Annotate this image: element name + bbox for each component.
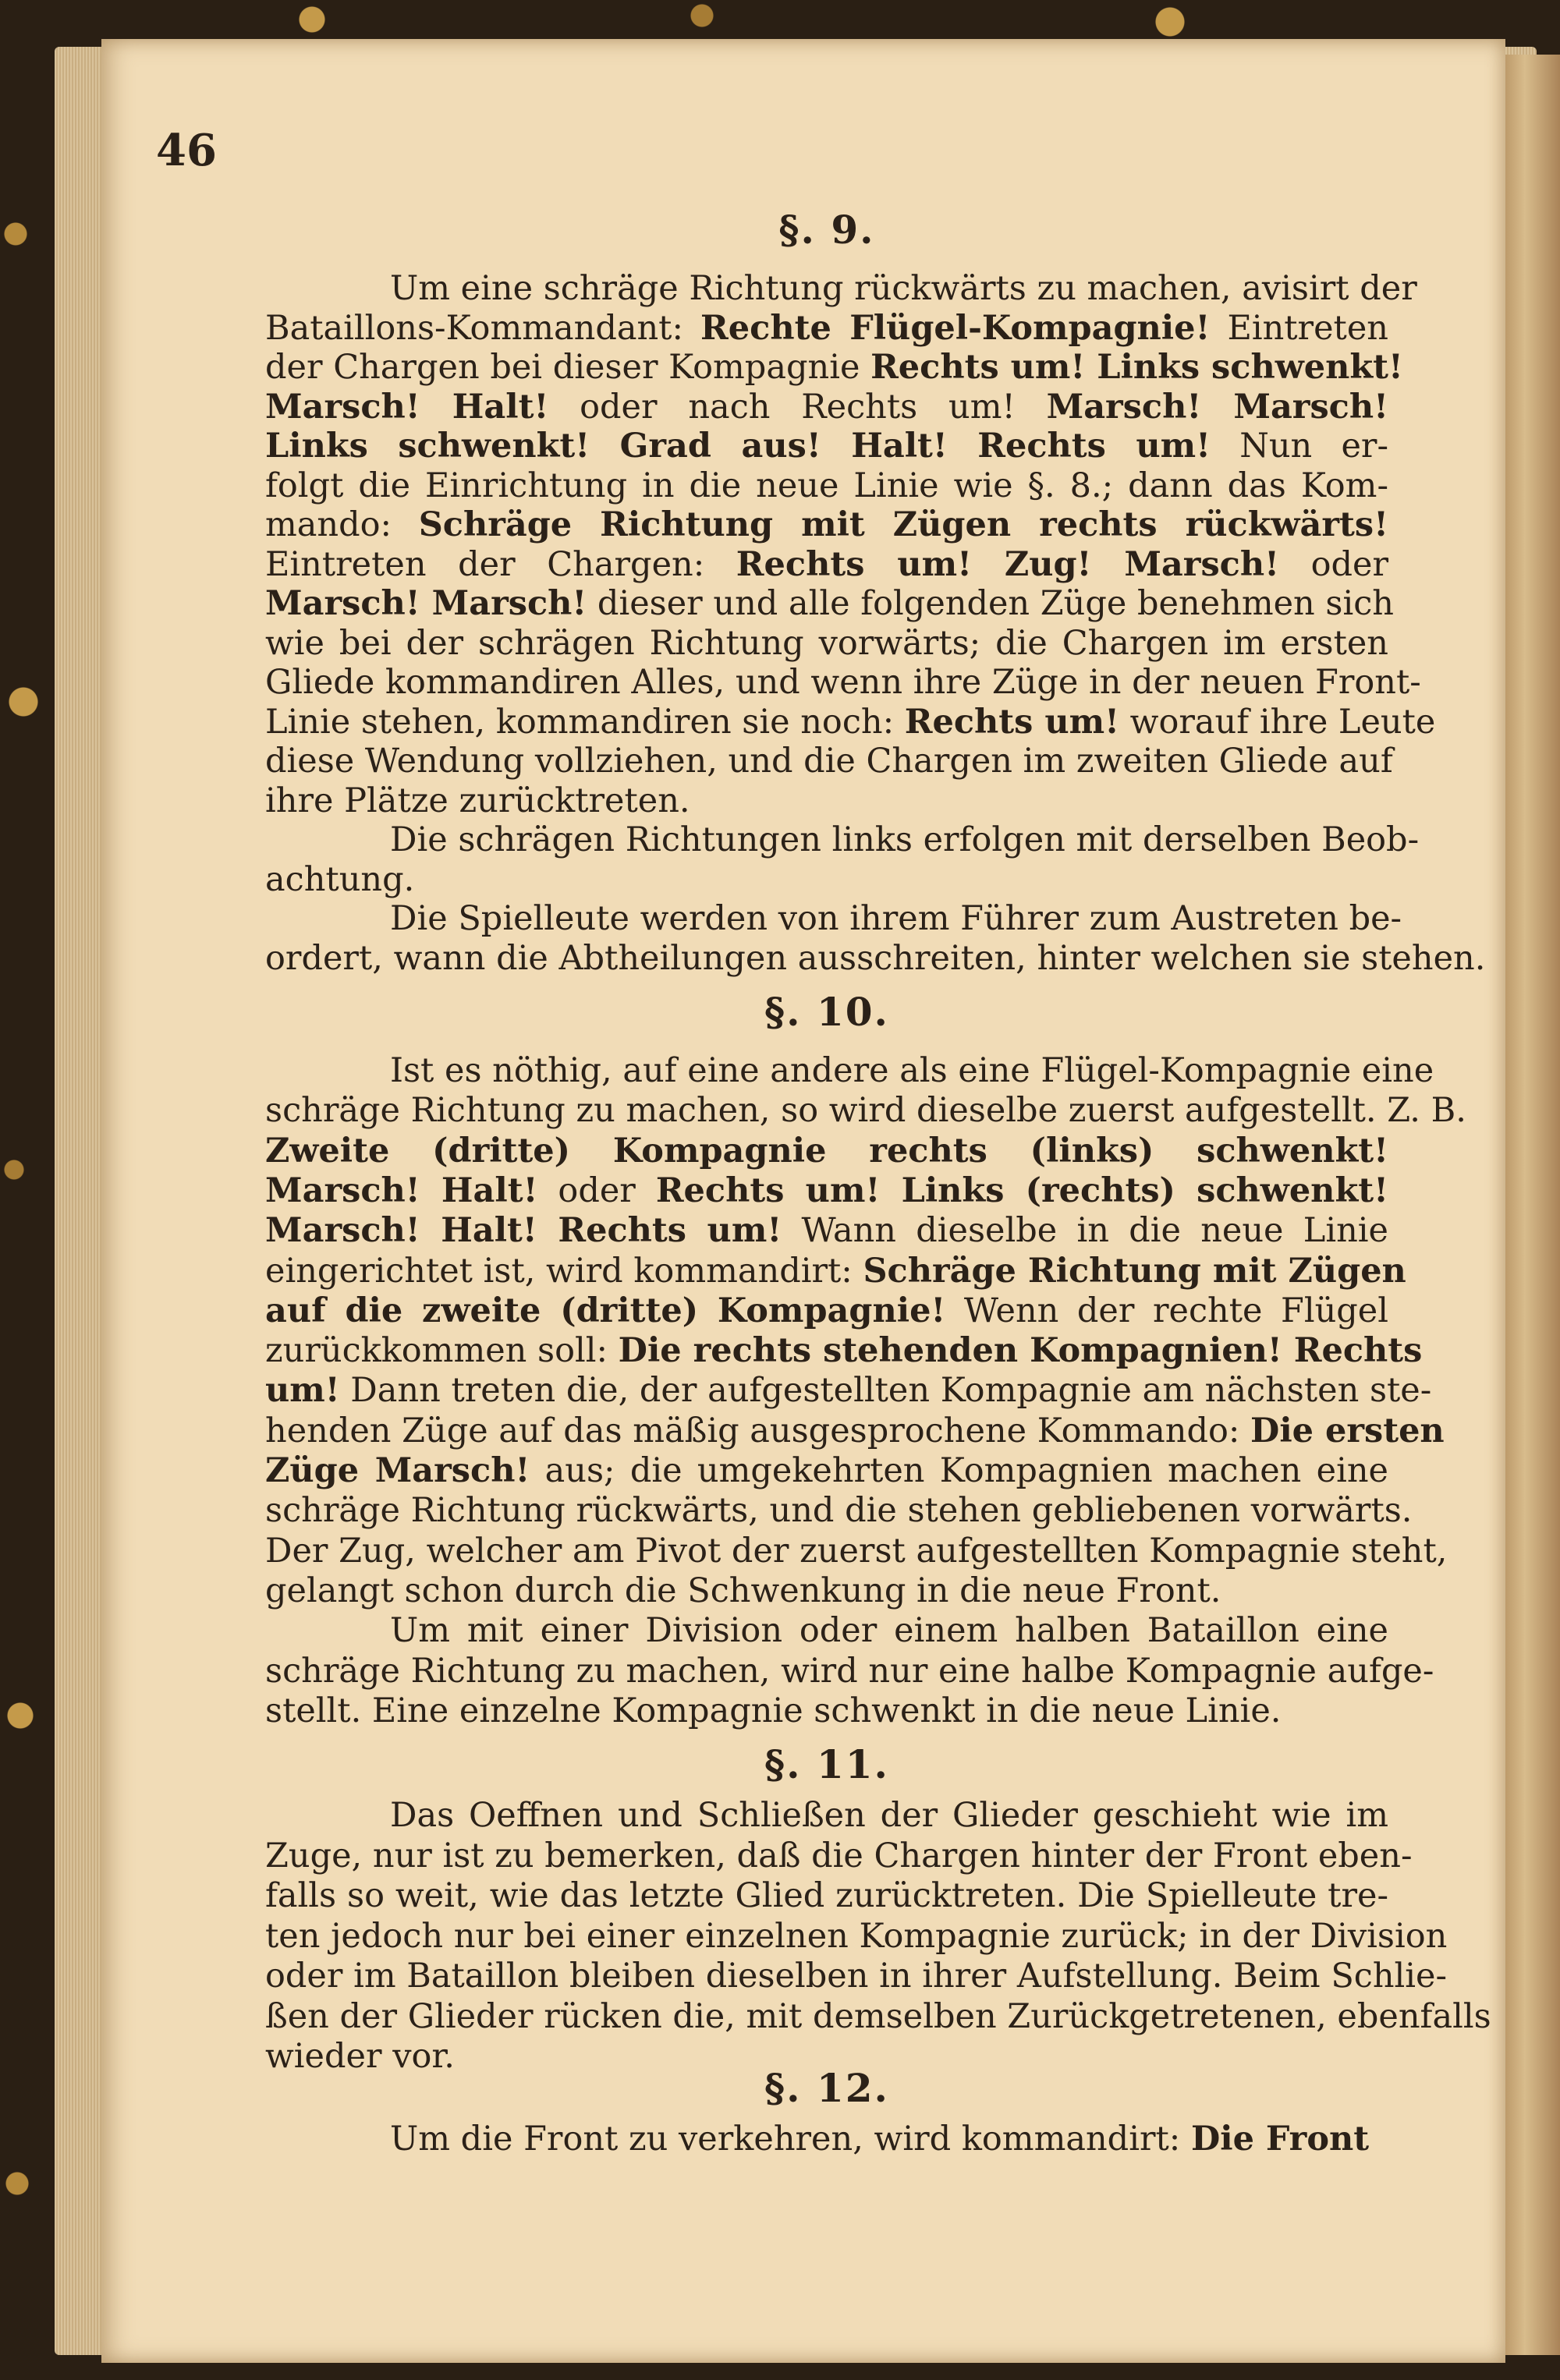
body-text: wieder vor. [265, 2037, 455, 2076]
command-text: Die Front [1190, 2120, 1370, 2159]
text-line [265, 1132, 1388, 1171]
command-text: Marsch! Marsch! [1046, 388, 1388, 427]
text-line [265, 1171, 1388, 1210]
section-heading: §. 9. [778, 207, 875, 253]
text-line [265, 1611, 1388, 1650]
body-text: aus; die umgekehrten Kompagnien machen eine [530, 1451, 1388, 1490]
body-text: diese Wendung vollziehen, und die Chargen im zweiten Gliede auf [265, 742, 1393, 781]
body-text: schräge Richtung zu machen, wird nur eine halbe Kompagnie aufge- [265, 1652, 1434, 1691]
text-line [265, 1691, 1388, 1730]
text-line [265, 1252, 1406, 1291]
body-text: Eintreten der Chargen: [265, 545, 736, 584]
body-text: Nun er- [1211, 427, 1388, 466]
text-line [265, 1917, 1448, 1956]
text-line [265, 1957, 1448, 1996]
body-text: oder nach Rechts um! [548, 388, 1047, 427]
text-line [265, 1331, 1423, 1370]
text-line [265, 584, 1394, 623]
body-text: Die Spielleute werden von ihrem Führer zum Austreten be- [390, 899, 1402, 938]
command-text: Züge Marsch! [265, 1451, 530, 1490]
text-line [265, 1796, 1388, 1835]
text-line [265, 703, 1436, 742]
text-line [265, 1051, 1434, 1090]
text-line [265, 427, 1388, 466]
body-text: folgt die Einrichtung in die neue Linie wie §. 8.; dann das Kom- [265, 466, 1388, 505]
command-text: Links schwenkt! Grad aus! Halt! Rechts um! [265, 427, 1211, 466]
body-text: zurückkommen soll: [265, 1331, 619, 1370]
command-text: Rechts um! Links schwenkt! [870, 348, 1403, 387]
body-text: oder [537, 1171, 656, 1210]
body-text: wie bei der schrägen Richtung vorwärts; die Chargen im ersten [265, 624, 1388, 663]
body-text: Dann treten die, der aufgestellten Kompagnie am nächsten ste- [339, 1371, 1432, 1410]
text-line [265, 1371, 1432, 1410]
text-line [265, 1491, 1413, 1530]
text-line [265, 545, 1388, 584]
text-line [265, 624, 1388, 663]
command-text: Rechte Flügel-Kompagnie! [700, 309, 1211, 348]
command-text: Schräge Richtung mit Zügen [863, 1252, 1406, 1291]
section-heading: §. 10. [764, 989, 889, 1035]
body-text: gelangt schon durch die Schwenkung in die neue Front. [265, 1571, 1221, 1610]
body-text: eingerichtet ist, wird kommandirt: [265, 1252, 863, 1291]
text-line [265, 742, 1393, 781]
command-text: Marsch! Halt! [265, 388, 549, 427]
body-text: oder [1278, 545, 1388, 584]
text-line [265, 1411, 1445, 1450]
body-text: Das Oeffnen und Schließen der Glieder geschieht wie im [390, 1796, 1388, 1835]
body-text: oder im Bataillon bleiben dieselben in ihrer Aufstellung. Beim Schlie- [265, 1957, 1448, 1996]
section-heading: §. 12. [764, 2065, 889, 2111]
text-line [265, 388, 1388, 427]
body-text: Ist es nöthig, auf eine andere als eine Flügel-Kompagnie eine [390, 1051, 1434, 1090]
command-text: um! [265, 1371, 340, 1410]
body-text: Bataillons-Kommandant: [265, 309, 701, 348]
body-text: ßen der Glieder rücken die, mit demselben Zurückgetretenen, ebenfalls [265, 1997, 1491, 2036]
command-text: Die ersten [1250, 1411, 1445, 1450]
text-line [265, 505, 1388, 544]
body-text: ihre Plätze zurücktreten. [265, 781, 690, 820]
body-text: Wann dieselbe in die neue Linie [782, 1211, 1388, 1250]
text-line [265, 1091, 1466, 1130]
text-line [265, 2120, 1388, 2159]
text-line [265, 939, 1486, 978]
text-line [265, 309, 1388, 348]
body-text: schräge Richtung rückwärts, und die stehen gebliebenen vorwärts. [265, 1491, 1413, 1530]
command-text: Marsch! Halt! [265, 1171, 538, 1210]
page-number: 46 [156, 125, 217, 176]
text-line [265, 899, 1402, 938]
text-line [265, 1876, 1388, 1915]
body-text: Um die Front zu verkehren, wird kommandirt: [390, 2120, 1191, 2159]
command-text: Marsch! Halt! Rechts um! [265, 1211, 782, 1250]
section-heading: §. 11. [764, 1741, 889, 1787]
text-line [265, 1291, 1388, 1330]
text-line [265, 663, 1421, 702]
text-line [265, 1997, 1491, 2036]
body-text: Eintreten [1210, 309, 1388, 348]
command-text: Marsch! Marsch! [265, 584, 587, 623]
command-text: Schräge Richtung mit Zügen rechts rückwärts! [418, 505, 1388, 544]
text-line [265, 348, 1403, 387]
body-text: mando: [265, 505, 419, 544]
command-text: Rechts um! [904, 703, 1119, 742]
body-text: henden Züge auf das mäßig ausgesprochene Kommando: [265, 1411, 1251, 1450]
body-text: Zuge, nur ist zu bemerken, daß die Chargen hinter der Front eben- [265, 1836, 1413, 1875]
text-line [265, 466, 1388, 505]
body-text: der Chargen bei dieser Kompagnie [265, 348, 871, 387]
command-text: Rechts um! Zug! Marsch! [736, 545, 1279, 584]
body-text: stellt. Eine einzelne Kompagnie schwenkt in die neue Linie. [265, 1691, 1282, 1730]
body-text: Um mit einer Division oder einem halben Bataillon eine [390, 1611, 1388, 1650]
text-line [265, 1451, 1388, 1490]
text-line [265, 1532, 1448, 1571]
body-text: Um eine schräge Richtung rückwärts zu machen, avisirt der [390, 269, 1417, 308]
body-text: ordert, wann die Abtheilungen ausschreiten, hinter welchen sie stehen. [265, 939, 1486, 978]
body-text: worauf ihre Leute [1119, 703, 1436, 742]
text-line [265, 269, 1417, 308]
body-text: Die schrägen Richtungen links erfolgen mit derselben Beob- [390, 820, 1420, 859]
text-line [265, 1836, 1413, 1875]
body-text: schräge Richtung zu machen, so wird dieselbe zuerst aufgestellt. Z. B. [265, 1091, 1466, 1130]
text-line [265, 781, 1388, 820]
body-text: Wenn der rechte Flügel [945, 1291, 1388, 1330]
body-text: Gliede kommandiren Alles, und wenn ihre Züge in der neuen Front- [265, 663, 1421, 702]
body-text: falls so weit, wie das letzte Glied zurücktreten. Die Spielleute tre- [265, 1876, 1388, 1915]
text-line [265, 1652, 1434, 1691]
command-text: Rechts um! Links (rechts) schwenkt! [655, 1171, 1388, 1210]
body-text: Der Zug, welcher am Pivot der zuerst aufgestellten Kompagnie steht, [265, 1532, 1448, 1571]
body-text: Linie stehen, kommandiren sie noch: [265, 703, 905, 742]
text-line [265, 1211, 1388, 1250]
command-text: Die rechts stehenden Kompagnien! Rechts [618, 1331, 1423, 1370]
body-text: ten jedoch nur bei einer einzelnen Kompagnie zurück; in der Division [265, 1917, 1448, 1956]
body-text: achtung. [265, 860, 415, 899]
command-text: auf die zweite (dritte) Kompagnie! [265, 1291, 946, 1330]
text-line [265, 820, 1420, 859]
text-line [265, 860, 1388, 899]
body-text: dieser und alle folgenden Züge benehmen sich [587, 584, 1394, 623]
facing-page-edge [1502, 55, 1560, 2355]
text-line [265, 1571, 1388, 1610]
command-text: Zweite (dritte) Kompagnie rechts (links) schwenkt! [265, 1132, 1388, 1171]
